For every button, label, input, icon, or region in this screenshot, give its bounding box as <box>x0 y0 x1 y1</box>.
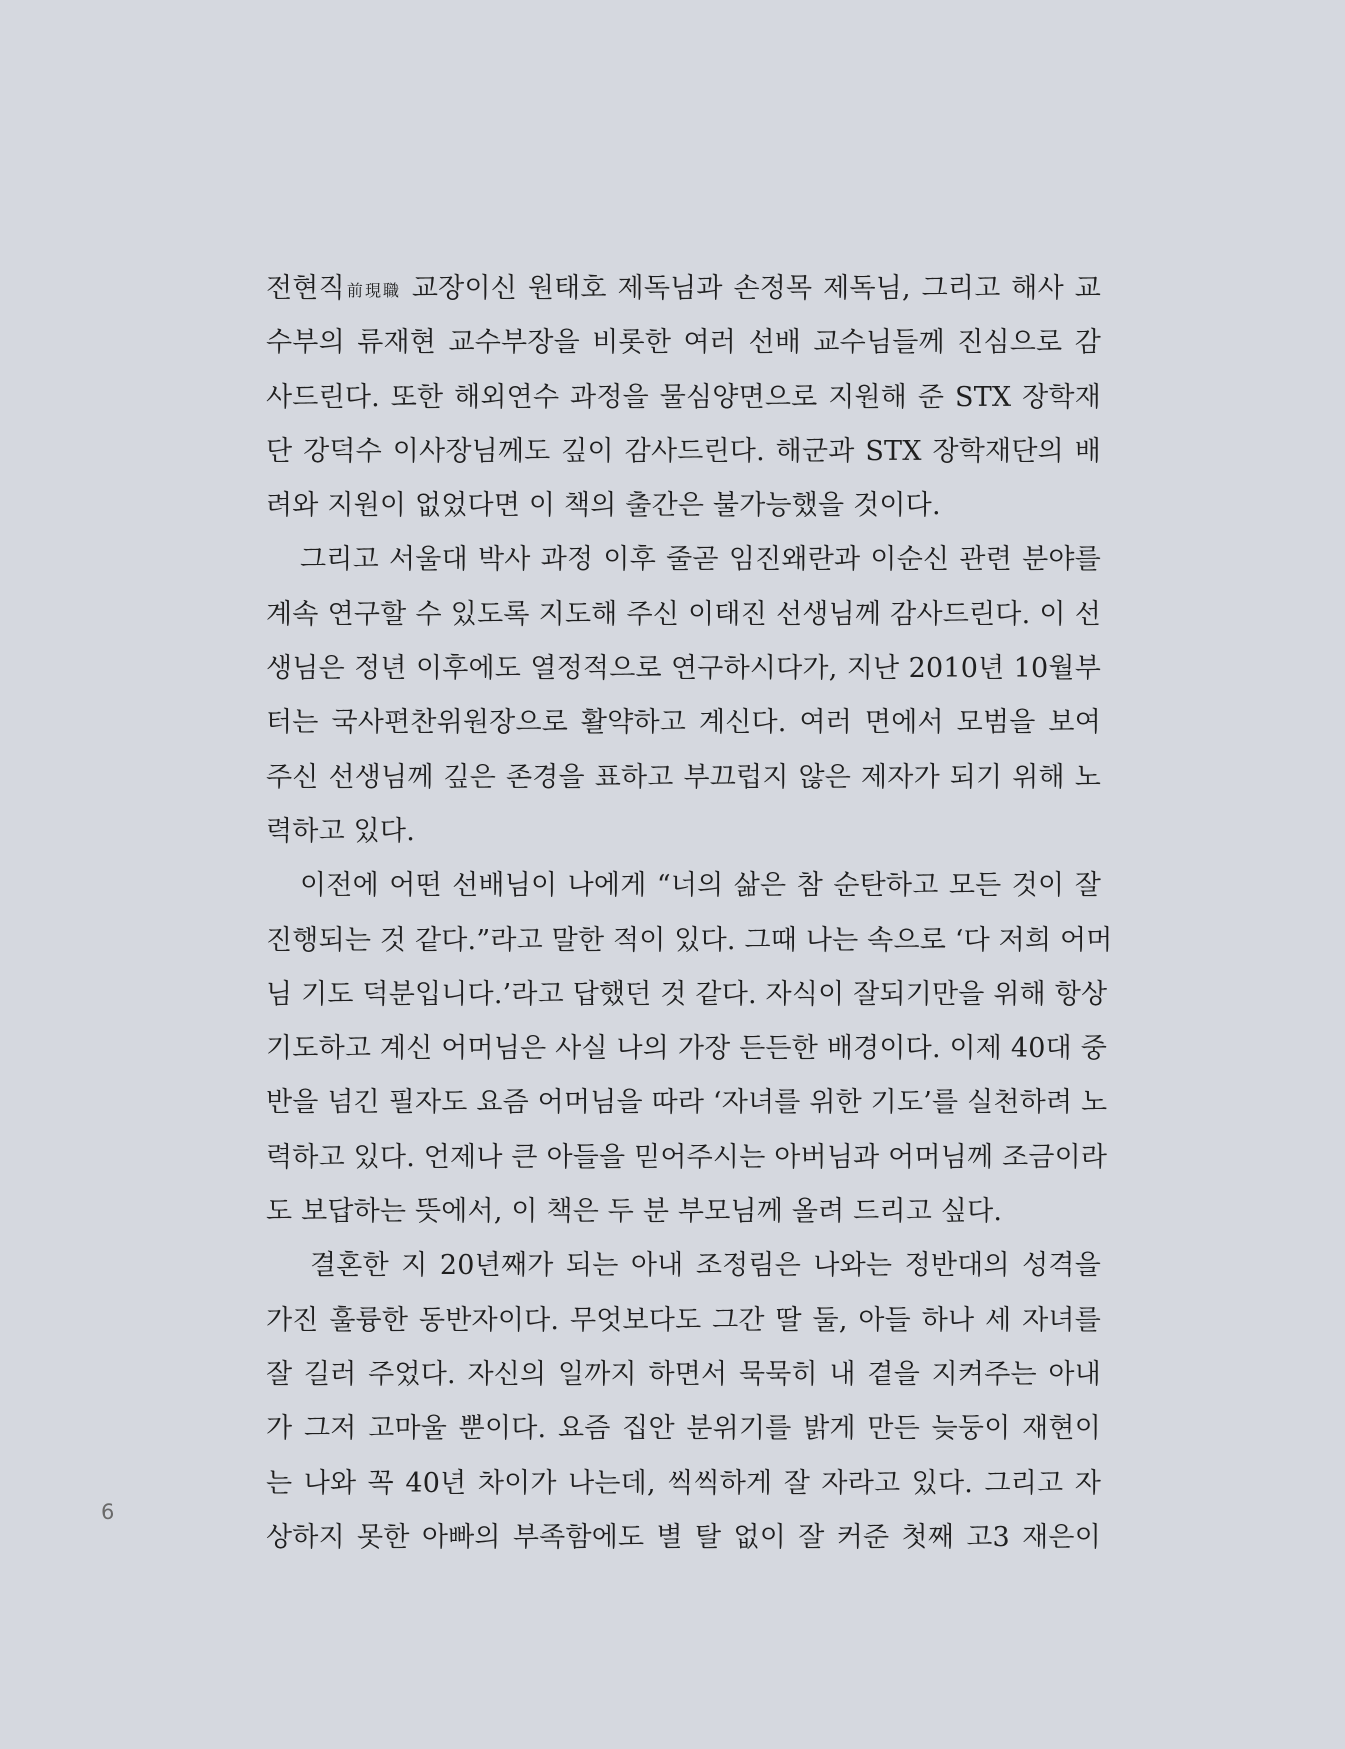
text-line-13: 진행되는 것 같다.”라고 말한 적이 있다. 그때 나는 속으로 ‘다 저희 어머 <box>266 924 1113 956</box>
text-line-6: 그리고 서울대 박사 과정 이후 줄곧 임진왜란과 이순신 관련 분야를 <box>300 544 1101 576</box>
text-line-1-end: 교장이신 원태호 제독님과 손정목 제독님, 그리고 해사 교 <box>401 273 1101 304</box>
text-line-20: 가진 훌륭한 동반자이다. 무엇보다도 그간 딸 둘, 아들 하나 세 자녀를 <box>266 1304 1101 1336</box>
text-line-4: 단 강덕수 이사장님께도 깊이 감사드린다. 해군과 STX 장학재단의 배 <box>266 435 1101 467</box>
text-line-1 <box>266 262 1101 316</box>
text-line-8: 생님은 정년 이후에도 열정적으로 연구하시다가, 지난 2010년 10월부 <box>266 653 1101 685</box>
body-text <box>266 262 1113 1565</box>
text-line-12: 이전에 어떤 선배님이 나에게 “너의 삶은 참 순탄하고 모든 것이 잘 <box>300 870 1101 902</box>
text-line-9: 터는 국사편찬위원장으로 활약하고 계신다. 여러 면에서 모범을 보여 <box>266 707 1101 739</box>
text-line-14: 님 기도 덕분입니다.’라고 답했던 것 같다. 자식이 잘되기만을 위해 항상 <box>266 978 1108 1010</box>
hanja-annotation: 前現職 <box>344 281 402 300</box>
text-line-11: 력하고 있다. <box>266 815 415 847</box>
text-line-10: 주신 선생님께 깊은 존경을 표하고 부끄럽지 않은 제자가 되기 위해 노 <box>266 761 1101 793</box>
text-line-19: 결혼한 지 20년째가 되는 아내 조정림은 나와는 정반대의 성격을 <box>310 1250 1101 1282</box>
text-line-7: 계속 연구할 수 있도록 지도해 주신 이태진 선생님께 감사드린다. 이 선 <box>266 598 1101 630</box>
text-line-3: 사드린다. 또한 해외연수 과정을 물심양면으로 지원해 준 STX 장학재 <box>266 381 1101 413</box>
text-line-5: 려와 지원이 없었다면 이 책의 출간은 불가능했을 것이다. <box>266 490 941 522</box>
page-number: 6 <box>101 1500 115 1524</box>
text-line-1-start: 전현직 <box>266 273 345 304</box>
text-line-22: 가 그저 고마울 뿐이다. 요즘 집안 분위기를 밝게 만든 늦둥이 재현이 <box>266 1413 1101 1445</box>
text-line-16: 반을 넘긴 필자도 요즘 어머님을 따라 ‘자녀를 위한 기도’를 실천하려 노 <box>266 1087 1108 1119</box>
text-line-21: 잘 길러 주었다. 자신의 일까지 하면서 묵묵히 내 곁을 지켜주는 아내 <box>266 1358 1101 1390</box>
text-line-18: 도 보답하는 뜻에서, 이 책은 두 분 부모님께 올려 드리고 싶다. <box>266 1196 1003 1228</box>
text-line-24: 상하지 못한 아빠의 부족함에도 별 탈 없이 잘 커준 첫째 고3 재은이 <box>266 1521 1101 1553</box>
text-line-23: 는 나와 꼭 40년 차이가 나는데, 씩씩하게 잘 자라고 있다. 그리고 자 <box>266 1467 1101 1499</box>
text-line-15: 기도하고 계신 어머님은 사실 나의 가장 든든한 배경이다. 이제 40대 중 <box>266 1033 1107 1065</box>
text-line-17: 력하고 있다. 언제나 큰 아들을 믿어주시는 아버님과 어머님께 조금이라 <box>266 1141 1108 1173</box>
text-line-2: 수부의 류재현 교수부장을 비롯한 여러 선배 교수님들께 진심으로 감 <box>266 327 1101 359</box>
